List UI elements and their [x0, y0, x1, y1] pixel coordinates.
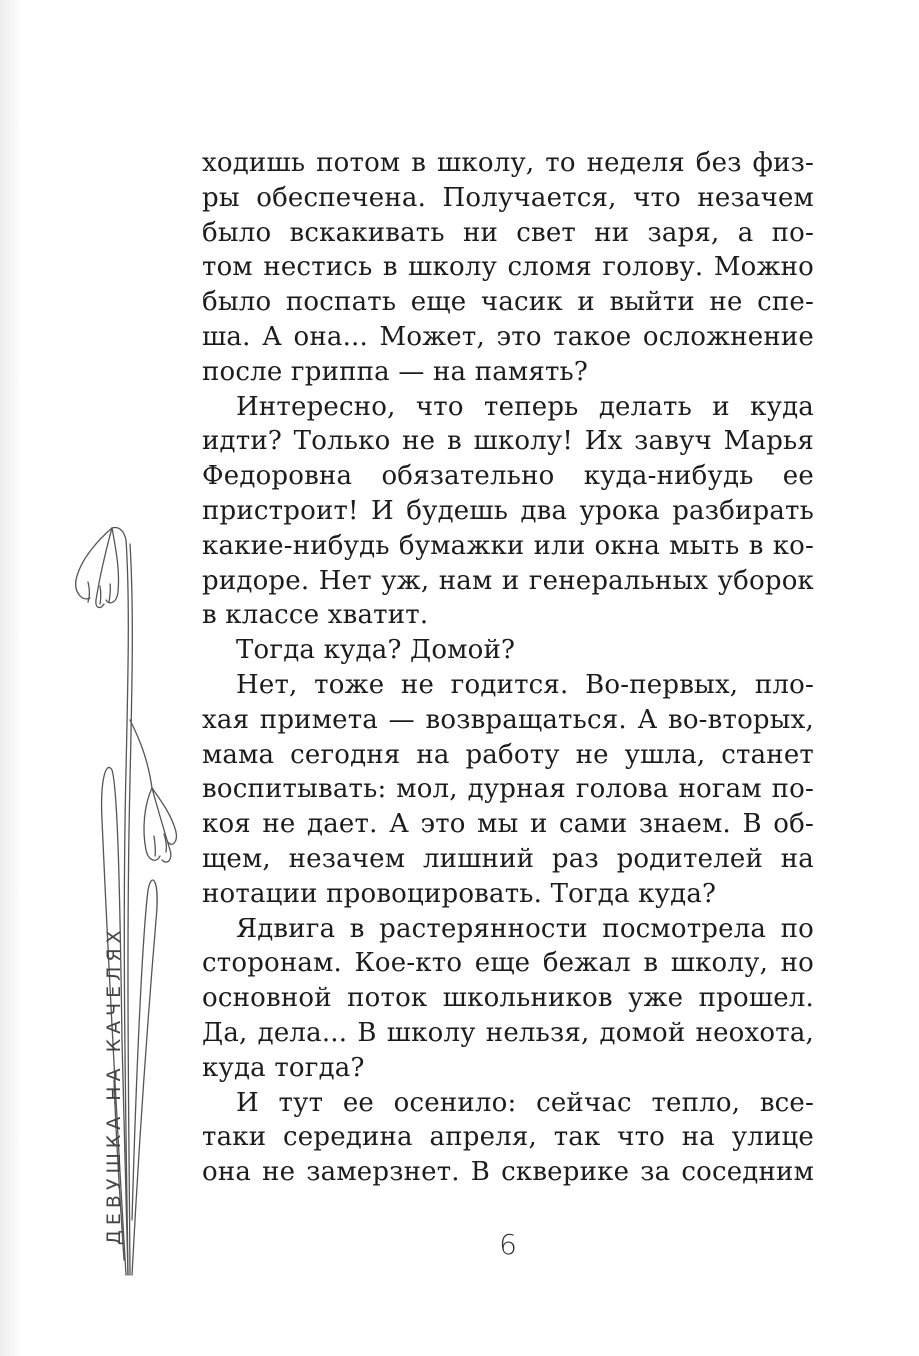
text-line: коя не дает. А это мы и сами знаем. В об-	[202, 809, 814, 840]
text-line: после гриппа — на память?	[202, 356, 589, 387]
text-line: Тогда куда? Домой?	[236, 635, 516, 666]
text-line: сторонам. Кое-кто еще бежал в школу, но	[202, 948, 814, 979]
page-gutter-shade	[0, 0, 22, 1356]
text-line: том нестись в школу сломя голову. Можно	[202, 252, 814, 283]
text-line: Интересно, что теперь делать и куда	[236, 391, 814, 422]
text-line: воспитывать: мол, дурная голова ногам по-	[202, 774, 814, 805]
text-line: было поспать еще часик и выйти не спе-	[202, 287, 814, 318]
text-line: Нет, тоже не годится. Во-первых, пло-	[236, 669, 814, 700]
text-line: какие-нибудь бумажки или окна мыть в ко-	[202, 530, 814, 561]
text-line: таки середина апреля, так что на улице	[202, 1122, 814, 1153]
text-line: Ядвига в растерянности посмотрела по	[236, 913, 814, 944]
text-line: ша. А она... Может, это такое осложнение	[202, 321, 814, 352]
text-line: она не замерзнет. В скверике за соседним	[202, 1157, 814, 1188]
text-line: Федоровна обязательно куда-нибудь ее	[202, 461, 814, 492]
text-line: нотации провоцировать. Тогда куда?	[202, 878, 717, 909]
text-line: куда тогда?	[202, 1052, 365, 1083]
text-line: ходишь потом в школу, то неделя без физ-	[202, 148, 814, 178]
text-line: идти? Только не в школу! Их завуч Марья	[202, 426, 814, 457]
snowdrop-illustration	[60, 520, 190, 1280]
text-line: было вскакивать ни свет ни заря, а по-	[202, 217, 814, 248]
text-line: И тут ее осенило: сейчас тепло, все-	[236, 1087, 814, 1118]
text-line: основной поток школьников уже прошел.	[202, 983, 814, 1014]
body-text	[202, 146, 814, 1190]
text-line: ридоре. Нет уж, нам и генеральных уборок	[202, 565, 814, 596]
text-line: хая примета — возвращаться. А во-вторых,	[202, 704, 814, 735]
text-line: мама сегодня на работу не ушла, станет	[202, 739, 814, 770]
text-line: в классе хватит.	[202, 600, 429, 631]
text-line: пристроит! И будешь два урока разбирать	[202, 495, 814, 526]
text-line: щем, незачем лишний раз родителей на	[202, 843, 814, 874]
text-line: ры обеспечена. Получается, что незачем	[202, 182, 814, 213]
text-line: Да, дела... В школу нельзя, домой неохота,	[202, 1017, 814, 1048]
page-number: 6	[499, 1228, 517, 1261]
running-title: ДЕВУШКА НА КАЧЕЛЯХ	[103, 925, 125, 1245]
